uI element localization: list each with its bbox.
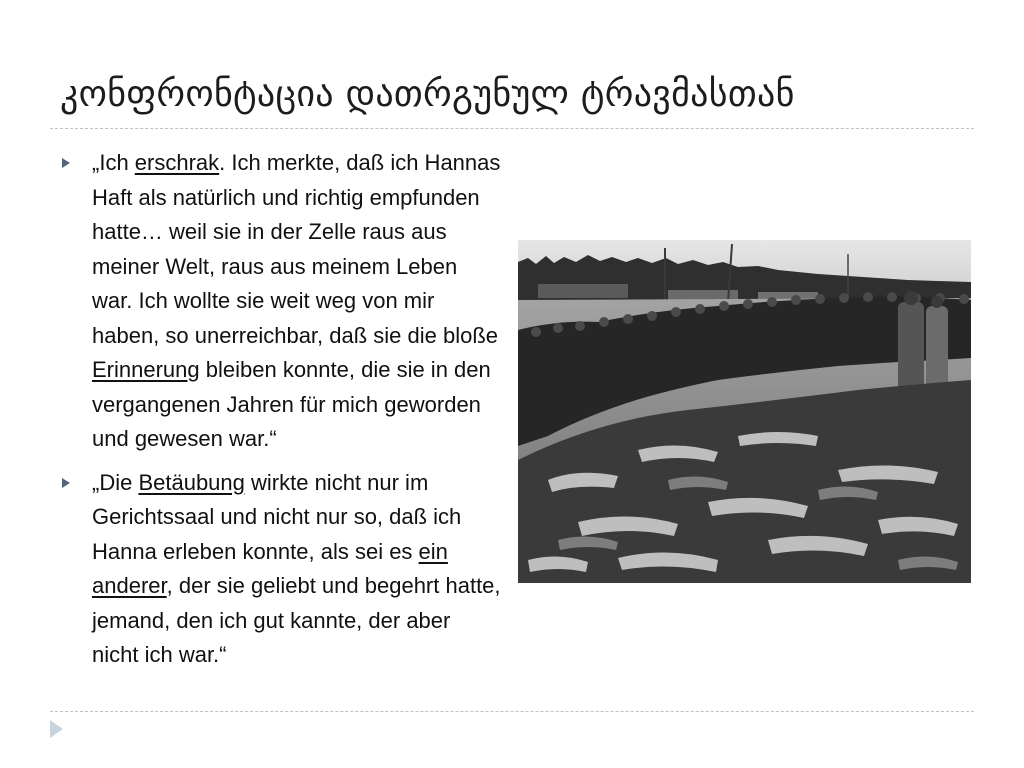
bullet-item	[62, 466, 502, 673]
bullet-text-1-part-1: „Ich	[92, 150, 135, 175]
bullet-text-2-part-3: wirkte nicht nur im Gerichtssaal und nicht nur so, daß ich Hanna erleben konnte, als sei es	[92, 469, 462, 564]
underlined-word-betaeubung: Betäubung	[138, 469, 245, 495]
corner-triangle-icon	[50, 720, 63, 738]
bullet-text-1-part-3: . Ich merkte, daß ich Hannas Haft als natürlich und richtig empfunden hatte… weil sie in der Zelle raus aus meiner Welt, raus aus meinem Leben war. Ich wollte sie weit weg von mir haben, so unerreichbar, daß sie die bloße	[92, 150, 501, 348]
bullet-text-2-part-5: , der sie geliebt und begehrt hatte, jemand, den ich gut kannte, der aber nicht ich war.“	[92, 573, 501, 667]
photo-building	[538, 284, 628, 298]
triangle-bullet-icon	[62, 478, 70, 488]
bullet-list	[62, 146, 502, 682]
historical-photo	[518, 240, 971, 583]
underlined-word-erinnerung: Erinnerung	[92, 357, 200, 382]
bullet-item	[62, 146, 502, 457]
slide-title: კონფრონტაცია დათრგუნულ ტრავმასთან	[60, 74, 795, 115]
bullet-text-1-part-5: bleiben konnte, die sie in den vergangenen Jahren für mich geworden und gewesen war.“	[92, 357, 491, 451]
underlined-word-ein-anderer: ein anderer	[92, 538, 448, 598]
bullet-text-2-part-1: „Die	[92, 469, 139, 495]
title-divider	[50, 128, 974, 129]
footer-divider	[50, 711, 974, 712]
underlined-word-erschrak: erschrak	[134, 150, 220, 175]
triangle-bullet-icon	[62, 158, 70, 168]
